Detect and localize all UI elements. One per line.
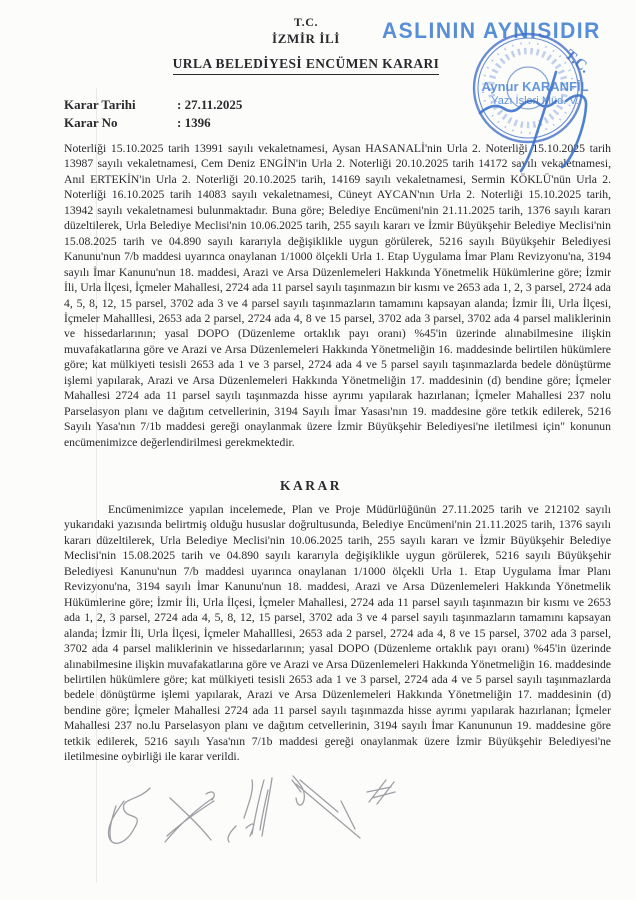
officer-name: Aynur KARANFİL [481, 79, 589, 94]
decision-date-label: Karar Tarihi [64, 97, 136, 112]
officer-title: Yazı İşleri Müd. V. [491, 95, 579, 108]
certifying-officer [458, 80, 612, 107]
decision-date-row [64, 97, 242, 115]
seal-tc-text: T.C. [561, 46, 593, 77]
decision-heading: KARAR [280, 478, 342, 493]
signature-scribble [292, 776, 360, 838]
signature-scribble [110, 806, 116, 841]
decision-meta [64, 97, 242, 132]
signature-scribble [108, 788, 150, 843]
signature-scribble [367, 780, 395, 804]
decision-number-row [64, 115, 242, 133]
header-province: İZMİR İLİ [272, 31, 340, 46]
certified-copy-stamp-text: ASLININ AYNISIDIR [382, 19, 601, 44]
document-title: URLA BELEDİYESİ ENCÜMEN KARARI [173, 56, 440, 75]
decision-number-label: Karar No [64, 114, 118, 130]
decision-paragraph: Encümenimizce yapılan incelemede, Plan ve Proje Müdürlüğünün 27.11.2025 tarih ve 212102 sayılı yukarıdaki yazısında belirtmiş olduğu hususlar doğrultusunda, Belediye Encümeni'nin 21.11.2025 tarih, 1376 sayılı kararı düzeltilerek, Urla Belediye Meclisi'nin 10.06.2025 tarih, 255 sayılı kararı ve İzmir Büyükşehir Belediye Meclisi'nin 15.08.2025 tarih ve 04.890 sayılı kararıyla değişiklikle uygun görülerek, 5216 sayılı Büyükşehir Belediyesi Kanunu'nun 7/b maddesi uyarınca onaylanan 1/1000 ölçekli Urla 1. Etap Uygulama İmar Planı Revizyonu'na, 3194 sayılı İmar Kanunu'nun 18. maddesi, Arazi ve Arsa Düzenlemeleri Hakkında Yönetmelik Hükümlerine göre; İzmir İli, Urla İlçesi, İçmeler Mahallesi, 2724 ada 11 parsel sayılı taşınmazın bir kısmı ve 2653 ada 1, 2, 3 parsel, 2724 ada 4, 5, 8, 12, 15 parsel, 3702 ada 3 ve 4 parsel sayılı taşınmazların tamamını kapsayan alanda; İzmir İli, Urla İlçesi, İçmeler Mahalllesi, 2653 ada 2 parsel, 2724 ada 4, 8 ve 15 parsel, 3702 ada 3 parsel, 3702 ada 4 parsel maliklerinin ve hissedarlarının; yasal DOPO (Düzenleme ortaklık payı oranı) %45'in üzerinde alınabilmesine ilişkin muvafakatlarına göre ve Arazi ve Arsa Düzenlemeleri Hakkında Yönetmeliğin 16. maddesinde belirtilen hükümlere göre; kat mülkiyeti tesisli 2653 ada 1 ve 3 parsel, 2724 ada 4 ve 5 parsel sayılı taşınmazlarda bedele dönüştürme işlemi yapılarak, Arazi ve Arsa Düzenlemeleri Hakkında Yönetmeliğin 17. maddesinin (d) bendine göre; İçmeler Mahallesi 2724 ada 11 parsel sayılı taşınmazda hisse ayrımı yapılarak hazırlanan; İçmeler Mahallesi 237 no.lu Parselasyon planı ve dağıtım cetvellerinin, 3194 sayılı İmar Kanununun 19. maddesine göre tetkik edilerek, 5216 sayılı Yasa'nın 7/1b maddesi gereği onaylanmak üzere İzmir Büyükşehir Belediyesi'ne iletilmesine oybirliği ile karar verildi. [64, 503, 611, 764]
signature-scribble [165, 792, 214, 842]
decision-date-value: : 27.11.2025 [177, 97, 243, 112]
signature-scribble [228, 778, 272, 842]
report-paragraph: Noterliği 15.10.2025 tarih 13991 sayılı vekaletnamesi, Aysan HASANALİ'nin Urla 2. Noterliği 15.10.2025 tarih 13987 sayılı vekaletnamesi, Cem Deniz ENGİN'in Urla 2. Noterliği 20.10.2025 tarih 14172 sayılı vekaletnamesi, Anıl ERTEKİN'in Urla 2. Noterliği 20.10.2025 tarih, 14169 sayılı vekaletnamesi, Sermin KÖKLÜ'nün Urla 2. Noterliği 16.10.2025 tarih 14083 sayılı vekaletnamesi, Cüneyt AYCAN'nın Urla 2. Noterliği 15.10.2025 tarih, 13942 sayılı vekaletnamesi bulunmaktadır. Buna göre; Belediye Encümeni'nin 21.11.2025 tarih, 1376 sayılı kararı düzeltilerek, Urla Belediye Meclisi'nin 10.06.2025 tarih, 255 sayılı kararı ve İzmir Büyükşehir Belediye Meclisi'nin 15.08.2025 tarih ve 04.890 sayılı kararıyla değişiklikle uygun görülerek, 5216 sayılı Büyükşehir Belediyesi Kanunu'nun 7/b maddesi uyarınca onaylanan 1/1000 ölçekli Urla 1. Etap Uygulama İmar Planı Revizyonu'na, 3194 sayılı İmar Kanunu'nun 18. maddesi, Arazi ve Arsa Düzenlemeleri Hakkında Yönetmelik Hükümlerine göre; İzmir İli, Urla İlçesi, İçmeler Mahallesi, 2724 ada 11 parsel sayılı taşınmazın bir kısmı ve 2653 ada 1, 2, 3 parsel, 2724 ada 4, 5, 8, 12, 15 parsel, 3702 ada 3 ve 4 parsel sayılı taşınmazların tamamını kapsayan alanda; İzmir İli, Urla İlçesi, İçmeler Mahalllesi, 2653 ada 2 parsel, 2724 ada 4, 8 ve 15 parsel, 3702 ada 3 parsel, 3702 ada 4 parsel maliklerinin ve hissedarlarının; yasal DOPO (Düzenleme ortaklık payı oranı) %45'in üzerinde alınabilmesine ilişkin muvafakatlarına göre ve Arazi ve Arsa Düzenlemeleri Hakkında Yönetmeliğin 16. maddesinde belirtilen hükümlere göre; kat mülkiyeti tesisli 2653 ada 1 ve 3 parsel, 2724 ada 4 ve 5 parsel sayılı taşınmazlarda bedele dönüştürme işlemi yapılarak, Arazi ve Arsa Düzenlemeleri Hakkında Yönetmeliğin 17. maddesinin (d) bendine göre; İçmeler Mahallesi 2724 ada 11 parsel sayılı taşınmazda hisse ayrımı yapılarak hazırlanan; İçmeler Mahallesi 237 nolu Parselasyon planı ve dağıtım cetvellerinin, 3194 Sayılı İmar Yasası'nın 19. maddesine göre tetkik edilerek, 5216 Sayılı Yasa'nın 7/1b maddesi gereği onaylanmak üzere İzmir Büyükşehir Belediyesi'ne iletilmesi için" konunun encümenimizce değerlendirilmesi gerekmektedir. [64, 142, 611, 449]
decision-number-value: : 1396 [177, 114, 211, 130]
header-country: T.C. [293, 15, 319, 29]
